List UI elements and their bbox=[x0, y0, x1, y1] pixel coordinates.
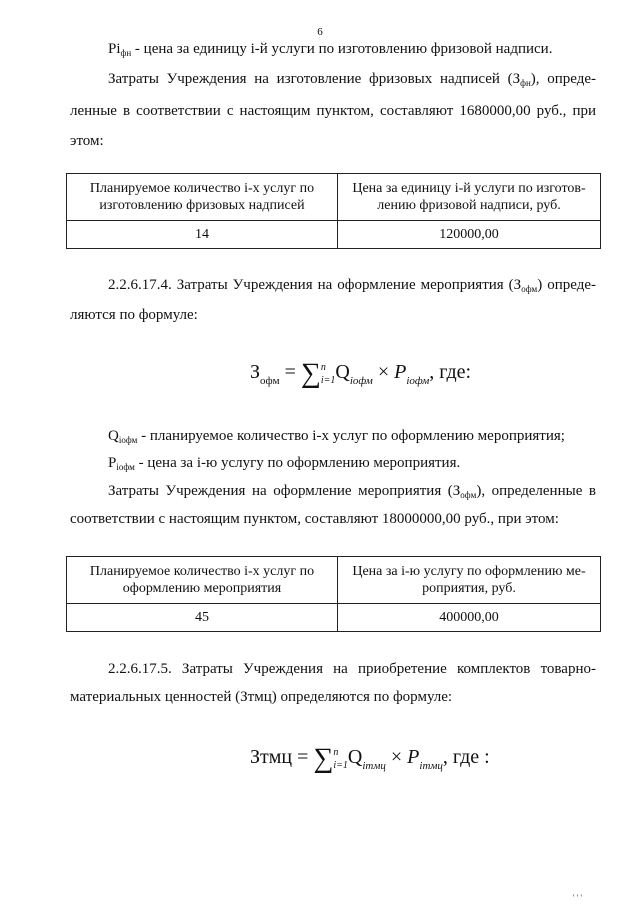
variable-subscript: iофм bbox=[116, 462, 135, 472]
formula-variable: Q bbox=[335, 361, 350, 383]
formula-subscript: офм bbox=[260, 375, 280, 387]
table-cell: 45 bbox=[67, 604, 338, 632]
variable-symbol: Pi bbox=[108, 41, 121, 57]
header-text-line: роприятия, руб. bbox=[422, 581, 516, 596]
formula-lhs: Зтмц bbox=[250, 746, 293, 768]
table-header-cell bbox=[67, 174, 338, 221]
subscript: офм bbox=[521, 284, 538, 294]
paragraph-line: соответствии с настоящим пунктом, составляют 18000000,00 руб., при этом: bbox=[70, 511, 559, 527]
formula-inventory-costs bbox=[250, 743, 490, 775]
formula-lhs: З bbox=[250, 361, 261, 383]
paragraph-line bbox=[108, 70, 596, 92]
table-header-cell bbox=[67, 557, 338, 604]
header-text-line: лению фризовой надписи, руб. bbox=[377, 198, 561, 213]
definition-text: - цена за i-ю услугу по оформлению мероприятия. bbox=[134, 455, 461, 471]
formula-variable: Q bbox=[347, 746, 363, 768]
variable-subscript: фн bbox=[120, 48, 132, 58]
formula-variable: P bbox=[407, 746, 420, 768]
text-segment: 2.2.6.17.4. Затраты Учреждения на оформление мероприятия (З bbox=[108, 277, 522, 293]
formula-variable: P bbox=[394, 361, 407, 383]
formula-operator: = bbox=[279, 361, 301, 383]
table-cell: 14 bbox=[67, 221, 338, 249]
table-cell: 400000,00 bbox=[338, 604, 601, 632]
text-segment: ), опреде- bbox=[530, 71, 596, 87]
table-header-cell bbox=[338, 557, 601, 604]
formula-subscript: iофм bbox=[349, 375, 373, 387]
sum-limits bbox=[321, 361, 336, 387]
paragraph-line: этом: bbox=[70, 133, 104, 149]
variable-symbol: Q bbox=[108, 428, 119, 444]
event-table bbox=[66, 556, 601, 632]
paragraph-line: ляются по формуле: bbox=[70, 307, 198, 323]
header-text-line: изготовлению фризовых надписей bbox=[99, 198, 305, 213]
text-segment: ), определенные в bbox=[476, 483, 596, 499]
table-header-row bbox=[67, 174, 601, 221]
paragraph-line: ленные в соответствии с настоящим пунктом, составляют 1680000,00 руб., при bbox=[70, 103, 596, 119]
header-text-line: Планируемое количество i-х услуг по bbox=[89, 564, 315, 579]
formula-tail: , где: bbox=[429, 361, 472, 383]
scan-mark: ' ' ' bbox=[572, 893, 582, 903]
subscript: фн bbox=[520, 78, 531, 88]
formula-operator: = bbox=[292, 746, 314, 768]
paragraph-line: 2.2.6.17.5. Затраты Учреждения на приобретение комплектов товарно- bbox=[108, 661, 596, 677]
definition-price-event bbox=[108, 454, 460, 476]
formula-tail: , где : bbox=[442, 746, 490, 768]
header-text-line: Цена за единицу i-й услуги по изготов- bbox=[352, 181, 586, 196]
variable-symbol: P bbox=[108, 455, 117, 471]
sum-symbol: ∑ bbox=[313, 743, 334, 774]
sum-lower-limit: i=1 bbox=[333, 760, 348, 771]
frieze-table bbox=[66, 173, 601, 249]
formula-subscript: iофм bbox=[406, 375, 430, 387]
sum-symbol: ∑ bbox=[300, 358, 321, 389]
sum-upper-limit: n bbox=[320, 362, 326, 373]
formula-subscript: iтмц bbox=[419, 760, 443, 772]
formula-event-costs bbox=[250, 358, 471, 390]
paragraph-line bbox=[108, 482, 596, 504]
paragraph-line: материальных ценностей (Зтмц) определяются по формуле: bbox=[70, 689, 453, 705]
formula-operator: × bbox=[372, 361, 395, 383]
definition-price-frieze bbox=[108, 40, 552, 62]
formula-operator: × bbox=[385, 746, 408, 768]
subscript: офм bbox=[460, 490, 477, 500]
variable-subscript: iофм bbox=[118, 435, 138, 445]
table-row bbox=[67, 221, 601, 249]
table-row bbox=[67, 604, 601, 632]
header-text-line: оформлению мероприятия bbox=[122, 581, 282, 596]
definition-text: - цена за единицу i-й услуги по изготовлению фризовой надписи. bbox=[131, 41, 553, 57]
header-text-line: Цена за i-ю услугу по оформлению ме- bbox=[352, 564, 586, 579]
sum-lower-limit: i=1 bbox=[320, 375, 336, 386]
table-cell: 120000,00 bbox=[338, 221, 601, 249]
sum-upper-limit: n bbox=[333, 747, 339, 758]
text-segment: ) опреде- bbox=[537, 277, 596, 293]
page-number: 6 bbox=[317, 26, 323, 38]
sum-limits bbox=[333, 746, 348, 772]
definition-quantity-event bbox=[108, 427, 565, 449]
text-segment: Затраты Учреждения на изготовление фризовых надписей (З bbox=[108, 71, 521, 87]
formula-subscript: iтмц bbox=[362, 760, 386, 772]
definition-text: - планируемое количество i-х услуг по оформлению мероприятия; bbox=[137, 428, 565, 444]
paragraph-line bbox=[108, 276, 596, 298]
table-header-row bbox=[67, 557, 601, 604]
header-text-line: Планируемое количество i-х услуг по bbox=[89, 181, 315, 196]
text-segment: Затраты Учреждения на оформление мероприятия (З bbox=[108, 483, 461, 499]
table-header-cell bbox=[338, 174, 601, 221]
